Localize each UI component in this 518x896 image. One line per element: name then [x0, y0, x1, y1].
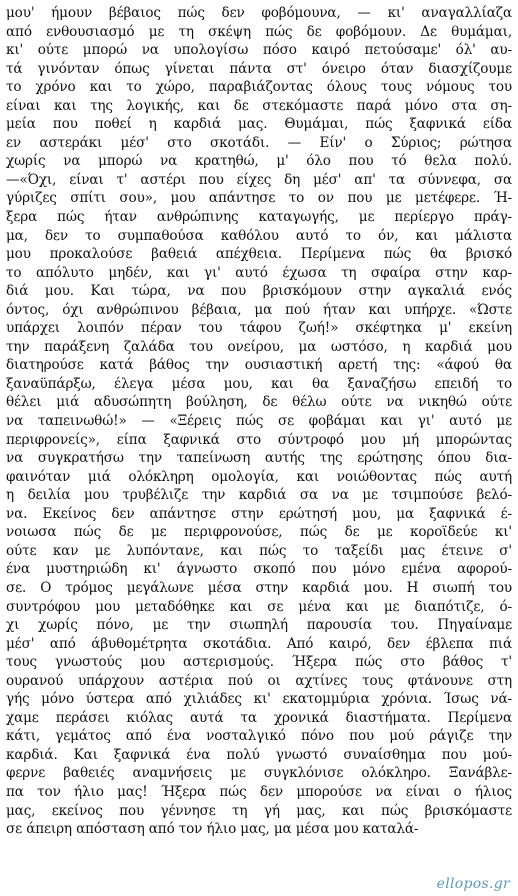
text-line: μου προκαλούσε βαθειά απέχθεια. Περίμενα πώς θα βρισκό [6, 246, 512, 263]
text-line: είναι και της λογικής, και δε στεκόμαστε παρά μόνο στα ση- [6, 97, 512, 114]
page-text [6, 4, 512, 839]
text-line: από ενθουσιασμό με τη σκέψη πώς δε φοβόμουν. Δε θυμάμαι, [6, 23, 512, 40]
text-line: τά γινόνταν όπως γίνεται πάντα στ' όνειρο όταν διασχίζουμε [6, 60, 512, 77]
text-line: το απόλυτο μηδέν, και γι' αυτό έχωσα τη σφαίρα στην καρ- [6, 264, 512, 281]
text-line: καρδιά. Και ξαφνικά ένα πολύ γνωστό συναίσθημα που μού- [6, 746, 512, 763]
text-line: κάτι, γεμάτος από ένα νοσταλγικό πόνο που μού ράγιζε την [6, 728, 512, 745]
text-line: σε άπειρη απόσταση από τον ήλιο μας, μα μέσα μου καταλά- [6, 821, 419, 838]
text-line: να. Εκείνος δεν απάντησε στην ερώτησή μου, μα ξαφνικά έ- [6, 505, 512, 522]
text-line: συντρόφου μου μεταδόθηκε και σε μένα και με διαπότιζε, ό- [6, 598, 512, 615]
text-line: ξαναϋπάρξω, έλεγα μέσα μου, και θα ξαναζήσω επειδή το [6, 375, 512, 392]
text-line: θέλει μιά αδυσώπητη βούληση, δε θέλω ούτε να νικηθώ ούτε [6, 394, 512, 411]
text-line: διατηρούσε κατά βάθος την ουσιαστική αρετή της: «άφού θα [6, 357, 512, 374]
text-line: όντος, όχι ανθρώπινου βέβαια, μα πού ήταν και υπήρχε. «Ώστε [6, 301, 512, 318]
text-line: σε. Ο τρόμος μεγάλωνε μέσα στην καρδιά μου. Η σιωπή του [6, 579, 512, 596]
text-line: ξερα πώς ήταν ανθρώπινης καταγωγής, με περίεργο πράγ- [6, 209, 512, 226]
text-line: μα, δεν το συμπαθούσα καθόλου αυτό το όν, και μάλιστα [6, 227, 512, 244]
text-line: χαμε περάσει κιόλας αυτά τα χρονικά διαστήματα. Περίμενα [6, 709, 512, 726]
text-line: τους γνωστούς μου αστερισμούς. Ήξερα πώς στο βάθος τ' [6, 654, 512, 671]
text-line: η δειλία μου τρυβέλιζε την καρδιά σα να με τσιμπούσε βελό- [6, 487, 512, 504]
text-line: μου' ήμουν βέβαιος πώς δεν φοβόμουνα, — κι' αναγαλλίαζα [6, 5, 512, 21]
text-line: ουρανού υπάρχουν αστέρια πού οι αχτίνες τους φτάνουνε στη [6, 672, 512, 689]
text-line: νοιωσα πώς δε με περιφρονούσε, πώς δε με κοροϊδεύε κι' [6, 524, 512, 541]
text-line: υπάρχει λοιπόν πέραν του τάφου ζωή!» σκέφτηκα μ' εκείνη [6, 320, 512, 337]
text-line: μέσ' από άβυθομέτρητα σκοτάδια. Από καιρό, δεν έβλεπα πιά [6, 635, 512, 652]
text-line: την παράξενη ζαλάδα του ονείρου, μα ωστόσο, η καρδιά μου [6, 338, 512, 355]
text-line: το χρόνο και το χώρο, παραβιάζοντας όλους τους νόμους του [6, 79, 512, 96]
text-line: μας, εκείνος που γέννησε τη γή μας, και πώς βρισκόμαστε [6, 802, 512, 819]
text-line: μεία που ποθεί η καρδιά μας. Θυμάμαι, πώς ξαφνικά είδα [6, 116, 512, 133]
text-line: εν αστεράκι μέσ' στο σκοτάδι. — Είν' ο Σύριος; ρώτησα [6, 134, 512, 151]
text-line: κι' ούτε μπορώ να υπολογίσω πόσο καιρό πετούσαμε' όλ' αυ- [6, 42, 512, 59]
text-line: περιφρονείς», είπα ξαφνικά στο σύντροφό μου μή μπορώντας [6, 431, 512, 448]
text-line: χι χωρίς πόνο, με την σιωπηλή παρουσία του. Πηγαίναμε [6, 617, 512, 634]
text-line: ένα μυστηριώδη κι' άγνωστο σκοπό που μόνο εμένα αφορού- [6, 561, 512, 578]
text-line: να ταπεινωθώ!» — «Ξέρεις πώς σε φοβάμαι και γι' αυτό με [6, 413, 512, 430]
text-line: φαινόταν μιά ολόκληρη ομολογία, και νοιώθοντας πώς αυτή [6, 468, 512, 485]
text-line: χωρίς να μπορώ να κρατηθώ, μ' όλο που τό θελα πολύ. [6, 153, 512, 170]
text-line: γής μόνο ύστερα από χιλιάδες κι' εκατομμύρια χρόνια. Ίσως νά- [6, 691, 512, 708]
site-watermark[interactable]: ellopos.gr [436, 876, 510, 892]
text-line: ούτε καν με λυπόντανε, και πώς το ταξείδι μας έτεινε σ' [6, 542, 512, 559]
text-line: να συγκρατήσω την ταπείνωση αυτής της ερώτησης όπου δια- [6, 450, 512, 467]
text-line: φερνε βαθειές αναμνήσεις με συγκλόνισε ολόκληρο. Ξανάβλε- [6, 765, 512, 782]
text-line: γύριζες σπίτι σου», μου απάντησε το ον που με μετέφερε. Ή- [6, 190, 512, 207]
text-line: πα τον ήλιο μας! Ήξερα πώς δεν μπορούσε να είναι ο ήλιος [6, 783, 512, 800]
text-line: διά μου. Και τώρα, να που βρισκόμουν στην αγκαλιά ενός [6, 283, 512, 300]
text-line: —«Όχι, είναι τ' αστέρι που είχες δη μέσ' απ' τα σύννεφα, σα [6, 171, 512, 188]
